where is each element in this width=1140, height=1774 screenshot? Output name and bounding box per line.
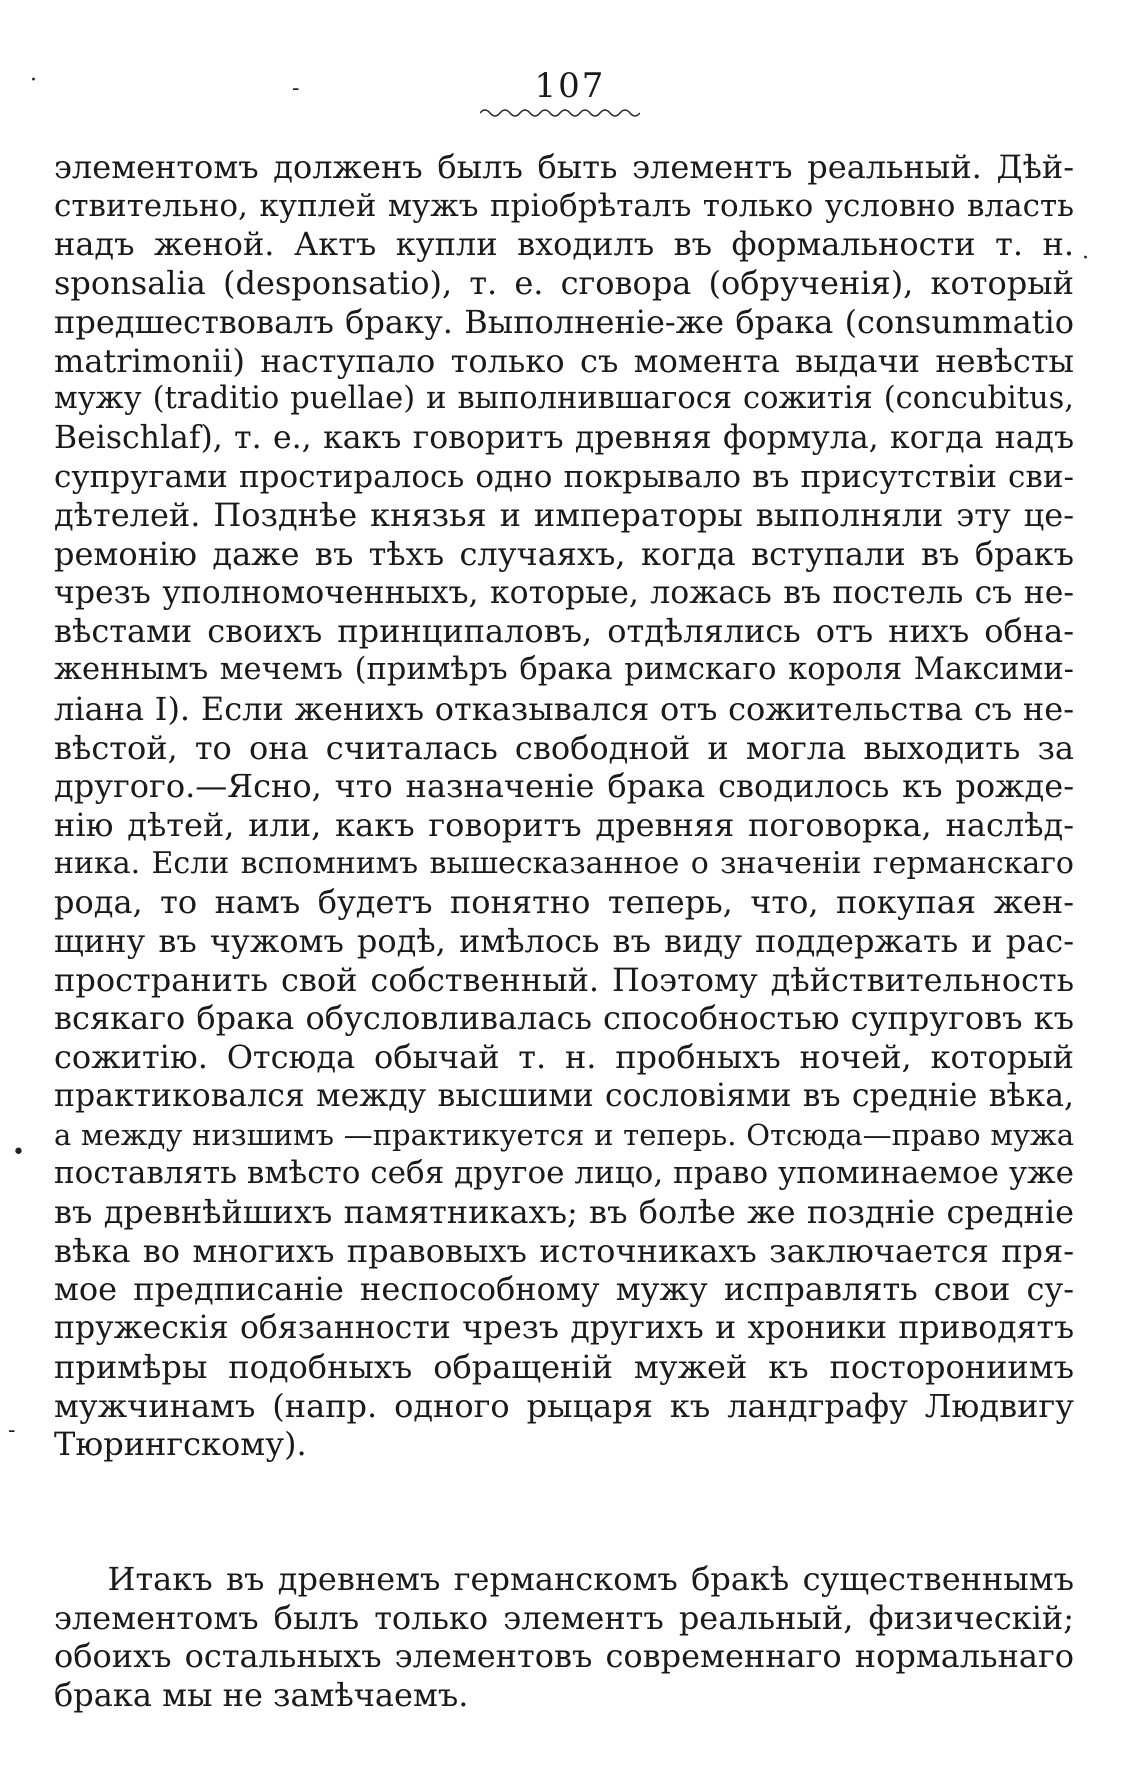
text-line: женнымъ мечемъ (примѣръ брака римскаго короля Максими- [54, 652, 1074, 688]
text-line: другого.—Ясно, что назначеніе брака сводилось къ рожде- [54, 767, 1074, 806]
text-line: а между низшимъ —практикуется и теперь. Отсюда—право мужа [54, 1117, 1074, 1152]
text-line: ремонію даже въ тѣхъ случаяхъ, когда вступали въ бракъ [54, 535, 1074, 574]
text-line: брака мы не замѣчаемъ. [54, 1676, 469, 1715]
text-line: нію дѣтей, или, какъ говоритъ древняя поговорка, наслѣд- [54, 805, 1074, 844]
text-line: Beischlaf), т. е., какъ говоритъ древняя формула, когда надъ [54, 419, 1074, 456]
text-line: вѣстами своихъ принципаловъ, отдѣлялись отъ нихъ обна- [54, 612, 1074, 651]
wavy-rule [480, 106, 640, 120]
text-line: надъ женой. Актъ купли входилъ въ формальности т. н. [54, 225, 1074, 264]
speck-mark: · [1082, 246, 1089, 271]
text-line: въ древнѣйшихъ памятникахъ; въ болѣе же поздніе средніе [54, 1192, 1074, 1231]
text-line: ліана I). Если женихъ отказывался отъ сожительства съ не- [54, 689, 1074, 728]
text-line: matrimonii) наступало только съ момента выдачи невѣсты [54, 341, 1074, 380]
text-line: сожитію. Отсюда обычай т. н. пробныхъ ночей, который [54, 1038, 1074, 1077]
text-line: пространить свой собственный. Поэтому дѣйствительность [54, 960, 1074, 999]
speck-mark: • [12, 1140, 25, 1165]
text-line: ника. Если вспомнимъ вышесказанное о значеніи германскаго [54, 845, 1074, 881]
text-line: вѣка во многихъ правовыхъ источникахъ заключается пря- [54, 1231, 1074, 1270]
text-line: поставлять вмѣсто себя другое лицо, право упоминаемое уже [54, 1155, 1074, 1192]
text-line: Итакъ въ древнемъ германскомъ бракѣ существеннымъ [54, 1560, 1074, 1598]
text-line: супругами простиралось одно покрывало въ присутствіи сви- [54, 458, 1074, 495]
speck-mark: · [30, 68, 37, 93]
speck-mark: - [8, 1418, 16, 1443]
text-line: примѣры подобныхъ обращеній мужей къ посторониимъ [54, 1347, 1074, 1386]
speck-mark: - [292, 76, 300, 101]
text-line: рода, то намъ будетъ понятно теперь, что, покупая жен- [54, 883, 1074, 922]
text-line: элементомъ долженъ былъ быть элементъ реальный. Дѣй- [54, 148, 1074, 186]
text-line: sponsalia (desponsatio), т. е. сговора (обрученія), который [54, 264, 1074, 303]
text-line: элементомъ былъ только элементъ реальный, физическій; [54, 1598, 1074, 1637]
text-line: дѣтелей. Позднѣе князья и императоры выполняли эту це- [54, 496, 1074, 535]
text-line: пружескія обязанности чрезъ другихъ и хроники приводятъ [54, 1310, 1074, 1347]
text-line: практиковался между высшими сословіями въ средніе вѣка, [54, 1077, 1074, 1114]
text-line: чрезъ уполномоченныхъ, которые, ложась въ постель съ не- [54, 574, 1074, 611]
text-line: обоихъ остальныхъ элементовъ современнаго нормальнаго [54, 1637, 1074, 1676]
text-line: предшествовалъ браку. Выполненіе-же брака (consummatio [54, 302, 1074, 341]
text-line: мужчинамъ (напр. одного рыцаря къ ландграфу Людвигу [54, 1386, 1074, 1425]
paragraph-2 [54, 1560, 1074, 1715]
page-number: 107 [534, 66, 606, 106]
paragraph-1 [54, 148, 1074, 1464]
text-line: Тюрингскому). [54, 1425, 307, 1464]
text-line: мое предписаніе неспособному мужу исправлять свои су- [54, 1270, 1074, 1309]
text-line: ствительно, куплей мужъ пріобрѣталъ только условно власть [54, 187, 1074, 224]
text-line: мужу (traditio puellae) и выполнившагося сожитія (concubitus, [54, 381, 1074, 417]
text-line: вѣстой, то она считалась свободной и могла выходить за [54, 728, 1074, 767]
text-line: щину въ чужомъ родѣ, имѣлось въ виду поддержать и рас- [54, 922, 1074, 961]
text-line: всякаго брака обусловливалась способностью супруговъ къ [54, 999, 1074, 1038]
